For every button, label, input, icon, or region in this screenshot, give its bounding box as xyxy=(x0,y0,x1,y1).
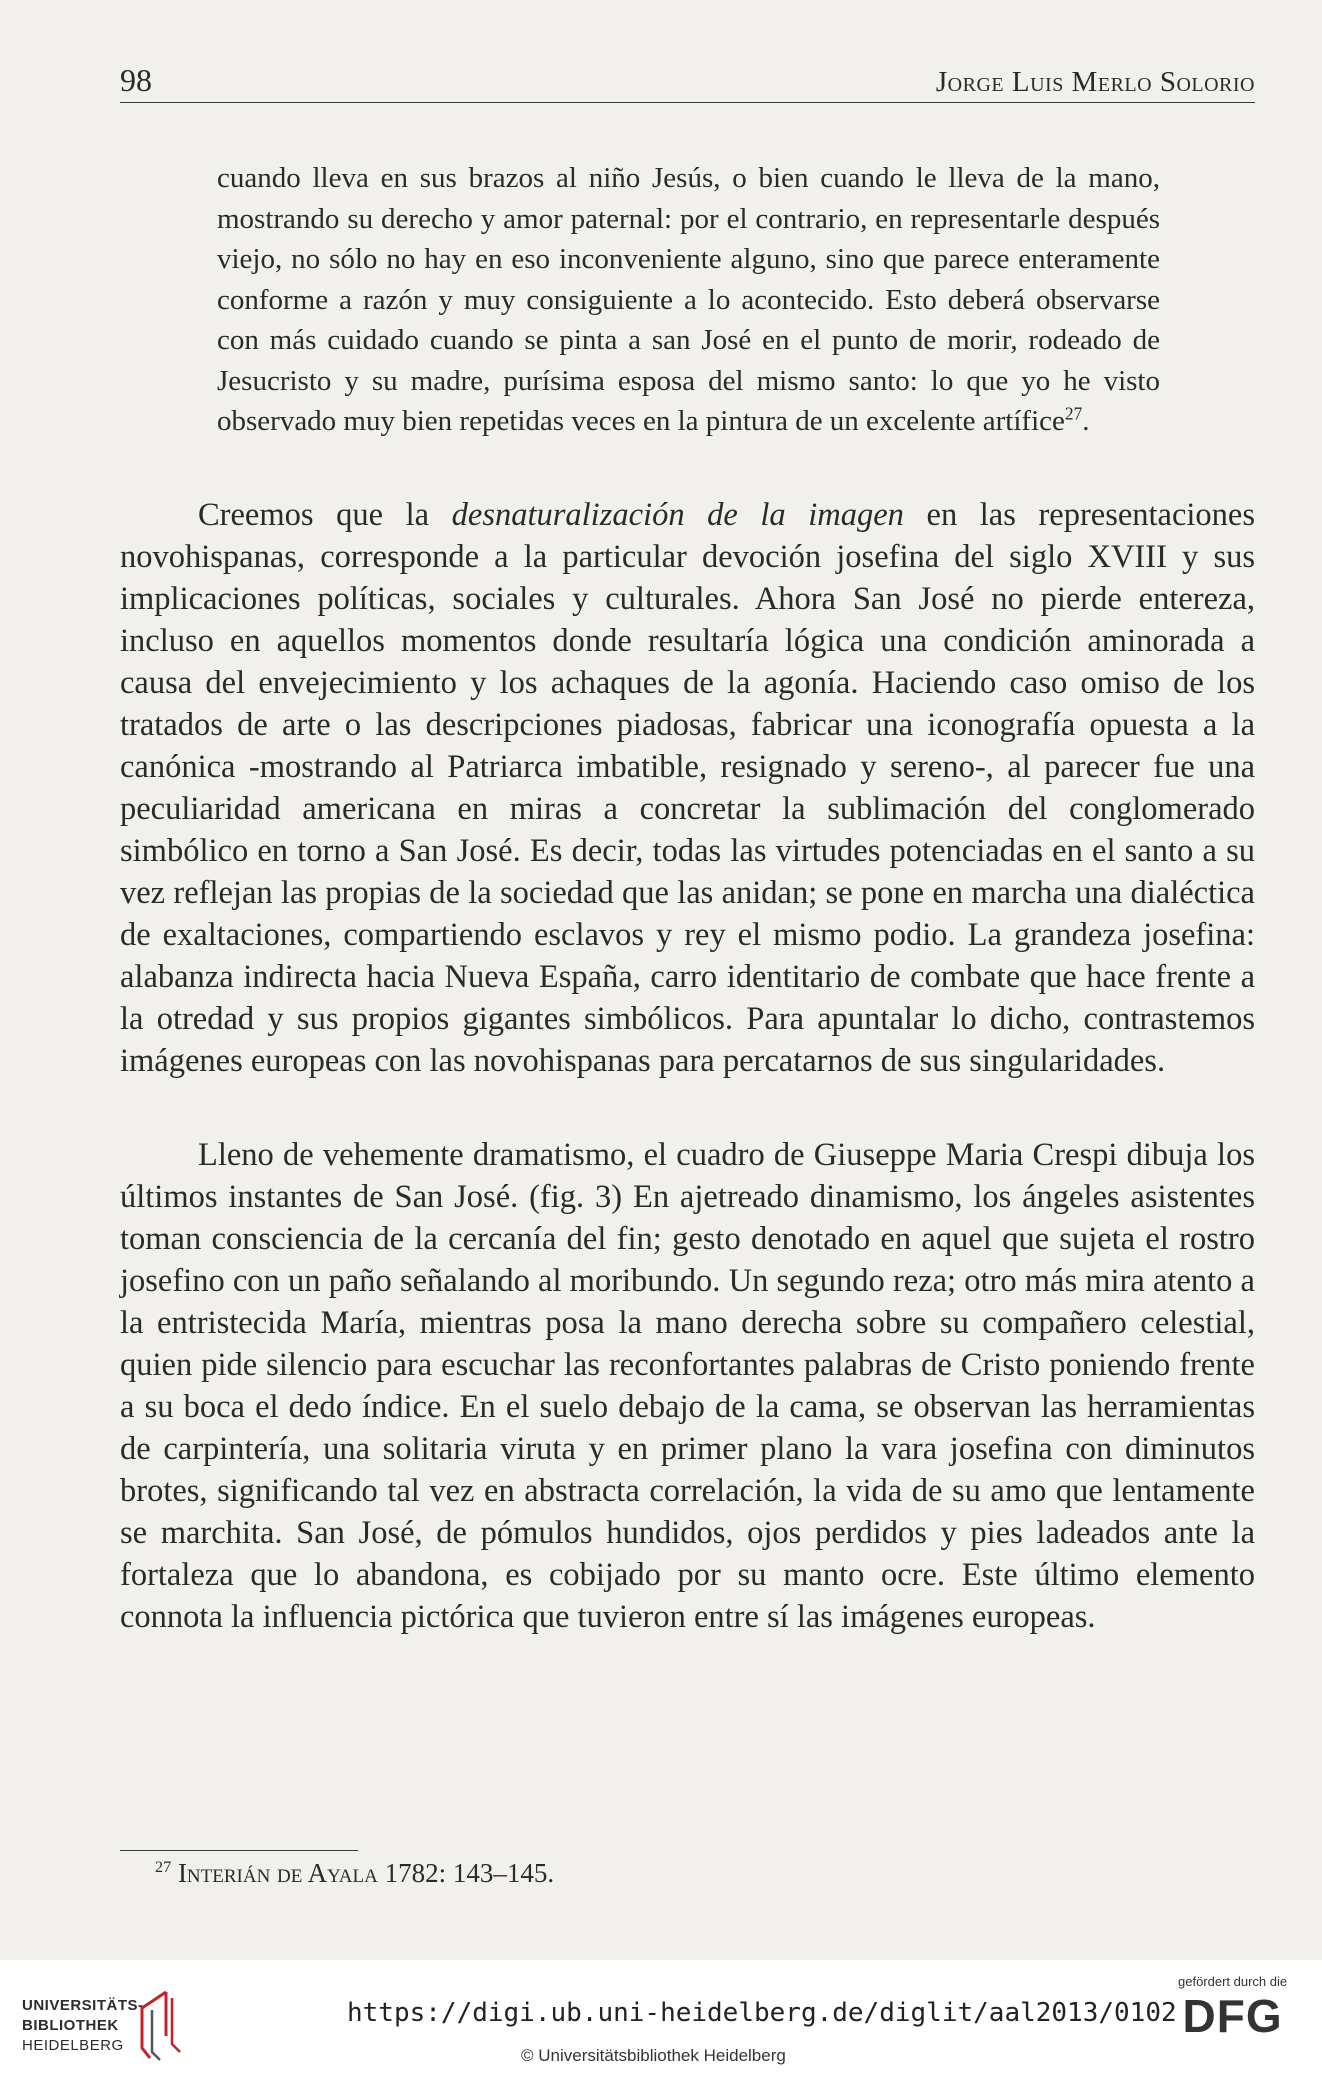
footnote-author: Interián de Ayala xyxy=(177,1858,378,1888)
library-line-2: BIBLIOTHEK xyxy=(22,2017,119,2034)
footnote-27 xyxy=(155,1858,554,1889)
quote-end: . xyxy=(1082,405,1090,437)
paragraph-1-start: Creemos que la xyxy=(198,497,452,533)
library-logo-icon xyxy=(136,1988,184,2064)
footnote-divider xyxy=(120,1850,358,1851)
funder-note: gefördert durch die xyxy=(1178,1974,1288,1989)
paragraph-2-text: Lleno de vehemente dramatismo, el cuadro de Giuseppe Maria Crespi dibuja los últimos instantes de San José. (fig. 3) En ajetreado dinamismo, los ángeles asistentes toman consciencia de la cercanía del fin; gesto denotado en aquel que sujeta el rostro josefino con un paño señalando al moribundo. Un segundo reza; otro más mira atento a la entristecida María, mientras posa la mano derecha sobre su compañero celestial, quien pide silencio para escuchar las reconfortantes palabras de Cristo poniendo frente a su boca el dedo índice. En el suelo debajo de la cama, se observan las herramientas de carpintería, una solitaria viruta y en primer plano la vara josefina con diminutos brotes, significando tal vez en abstracta correlación, la vida de su amo que lentamente se marchita. San José, de pómulos hundidos, ojos perdidos y pies ladeados ante la fortaleza que lo abandona, es cobijado por su manto ocre. Este último elemento connota la influencia pictórica que tuvieron entre sí las imágenes europeas. xyxy=(120,1137,1255,1635)
footnote-number: 27 xyxy=(155,1858,172,1876)
footnote-citation: 1782: 143–145. xyxy=(377,1858,555,1888)
funder-logo xyxy=(1178,1974,1287,2043)
paragraph-1-emphasis: desnaturalización de la imagen xyxy=(451,497,904,533)
paragraph-2 xyxy=(120,1134,1255,1638)
block-quote xyxy=(217,158,1160,442)
page-number: 98 xyxy=(120,62,152,98)
footnote-ref-27[interactable]: 27 xyxy=(1064,403,1083,424)
paragraph-1-rest: en las representaciones novohispanas, corresponde a la particular devoción josefina del siglo XVIII y sus implicaciones políticas, sociales y culturales. Ahora San José no pierde entereza, incluso en aquellos momentos donde resultaría lógica una condición aminorada a causa del envejecimiento y los achaques de la agonía. Haciendo caso omiso de los tratados de arte o las descripciones piadosas, fabricar una iconografía opuesta a la canónica -mostrando al Patriarca imbatible, resignado y sereno-, al parecer fue una peculiaridad americana en miras a concretar la sublimación del conglomerado simbólico en torno a San José. Es decir, todas las virtudes potenciadas en el santo a su vez reflejan las propias de la sociedad que las anidan; se pone en marcha una dialéctica de exaltaciones, compartiendo esclavos y rey el mismo podio. La grandeza josefina: alabanza indirecta hacia Nueva España, carro identitario de combate que hace frente a la otredad y sus propios gigantes simbólicos. Para apuntalar lo dicho, contrastemos imágenes europeas con las novohispanas para percatarnos de sus singularidades. xyxy=(120,497,1255,1079)
copyright-notice: © Universitätsbibliothek Heidelberg xyxy=(521,2046,786,2065)
quote-text: cuando lleva en sus brazos al niño Jesús, o bien cuando le lleva de la mano, mostrando su derecho y amor paternal: por el contrario, en representarle después viejo, no sólo no hay en eso inconveniente alguno, sino que parece enteramente conforme a razón y muy consiguiente a lo acontecido. Esto deberá observarse con más cuidado cuando se pinta a san José en el punto de morir, rodeado de Jesucristo y su madre, purísima esposa del mismo santo: lo que yo he visto observado muy bien repetidas veces en la pintura de un excelente artífice xyxy=(217,162,1160,437)
running-head: Jorge Luis Merlo Solorio xyxy=(935,66,1255,98)
library-line-3: HEIDELBERG xyxy=(22,2037,124,2054)
library-name xyxy=(22,1996,144,2056)
paragraph-1 xyxy=(120,494,1255,1082)
page-header xyxy=(120,60,1255,103)
dfg-logo-icon: DFG xyxy=(1182,1990,1283,2042)
viewer-footer xyxy=(0,1960,1322,2088)
library-line-1: UNIVERSITÄTS- xyxy=(22,1997,144,2014)
permalink-url[interactable]: https://digi.ub.uni-heidelberg.de/diglit/aal2013/0102 xyxy=(347,1998,1177,2028)
